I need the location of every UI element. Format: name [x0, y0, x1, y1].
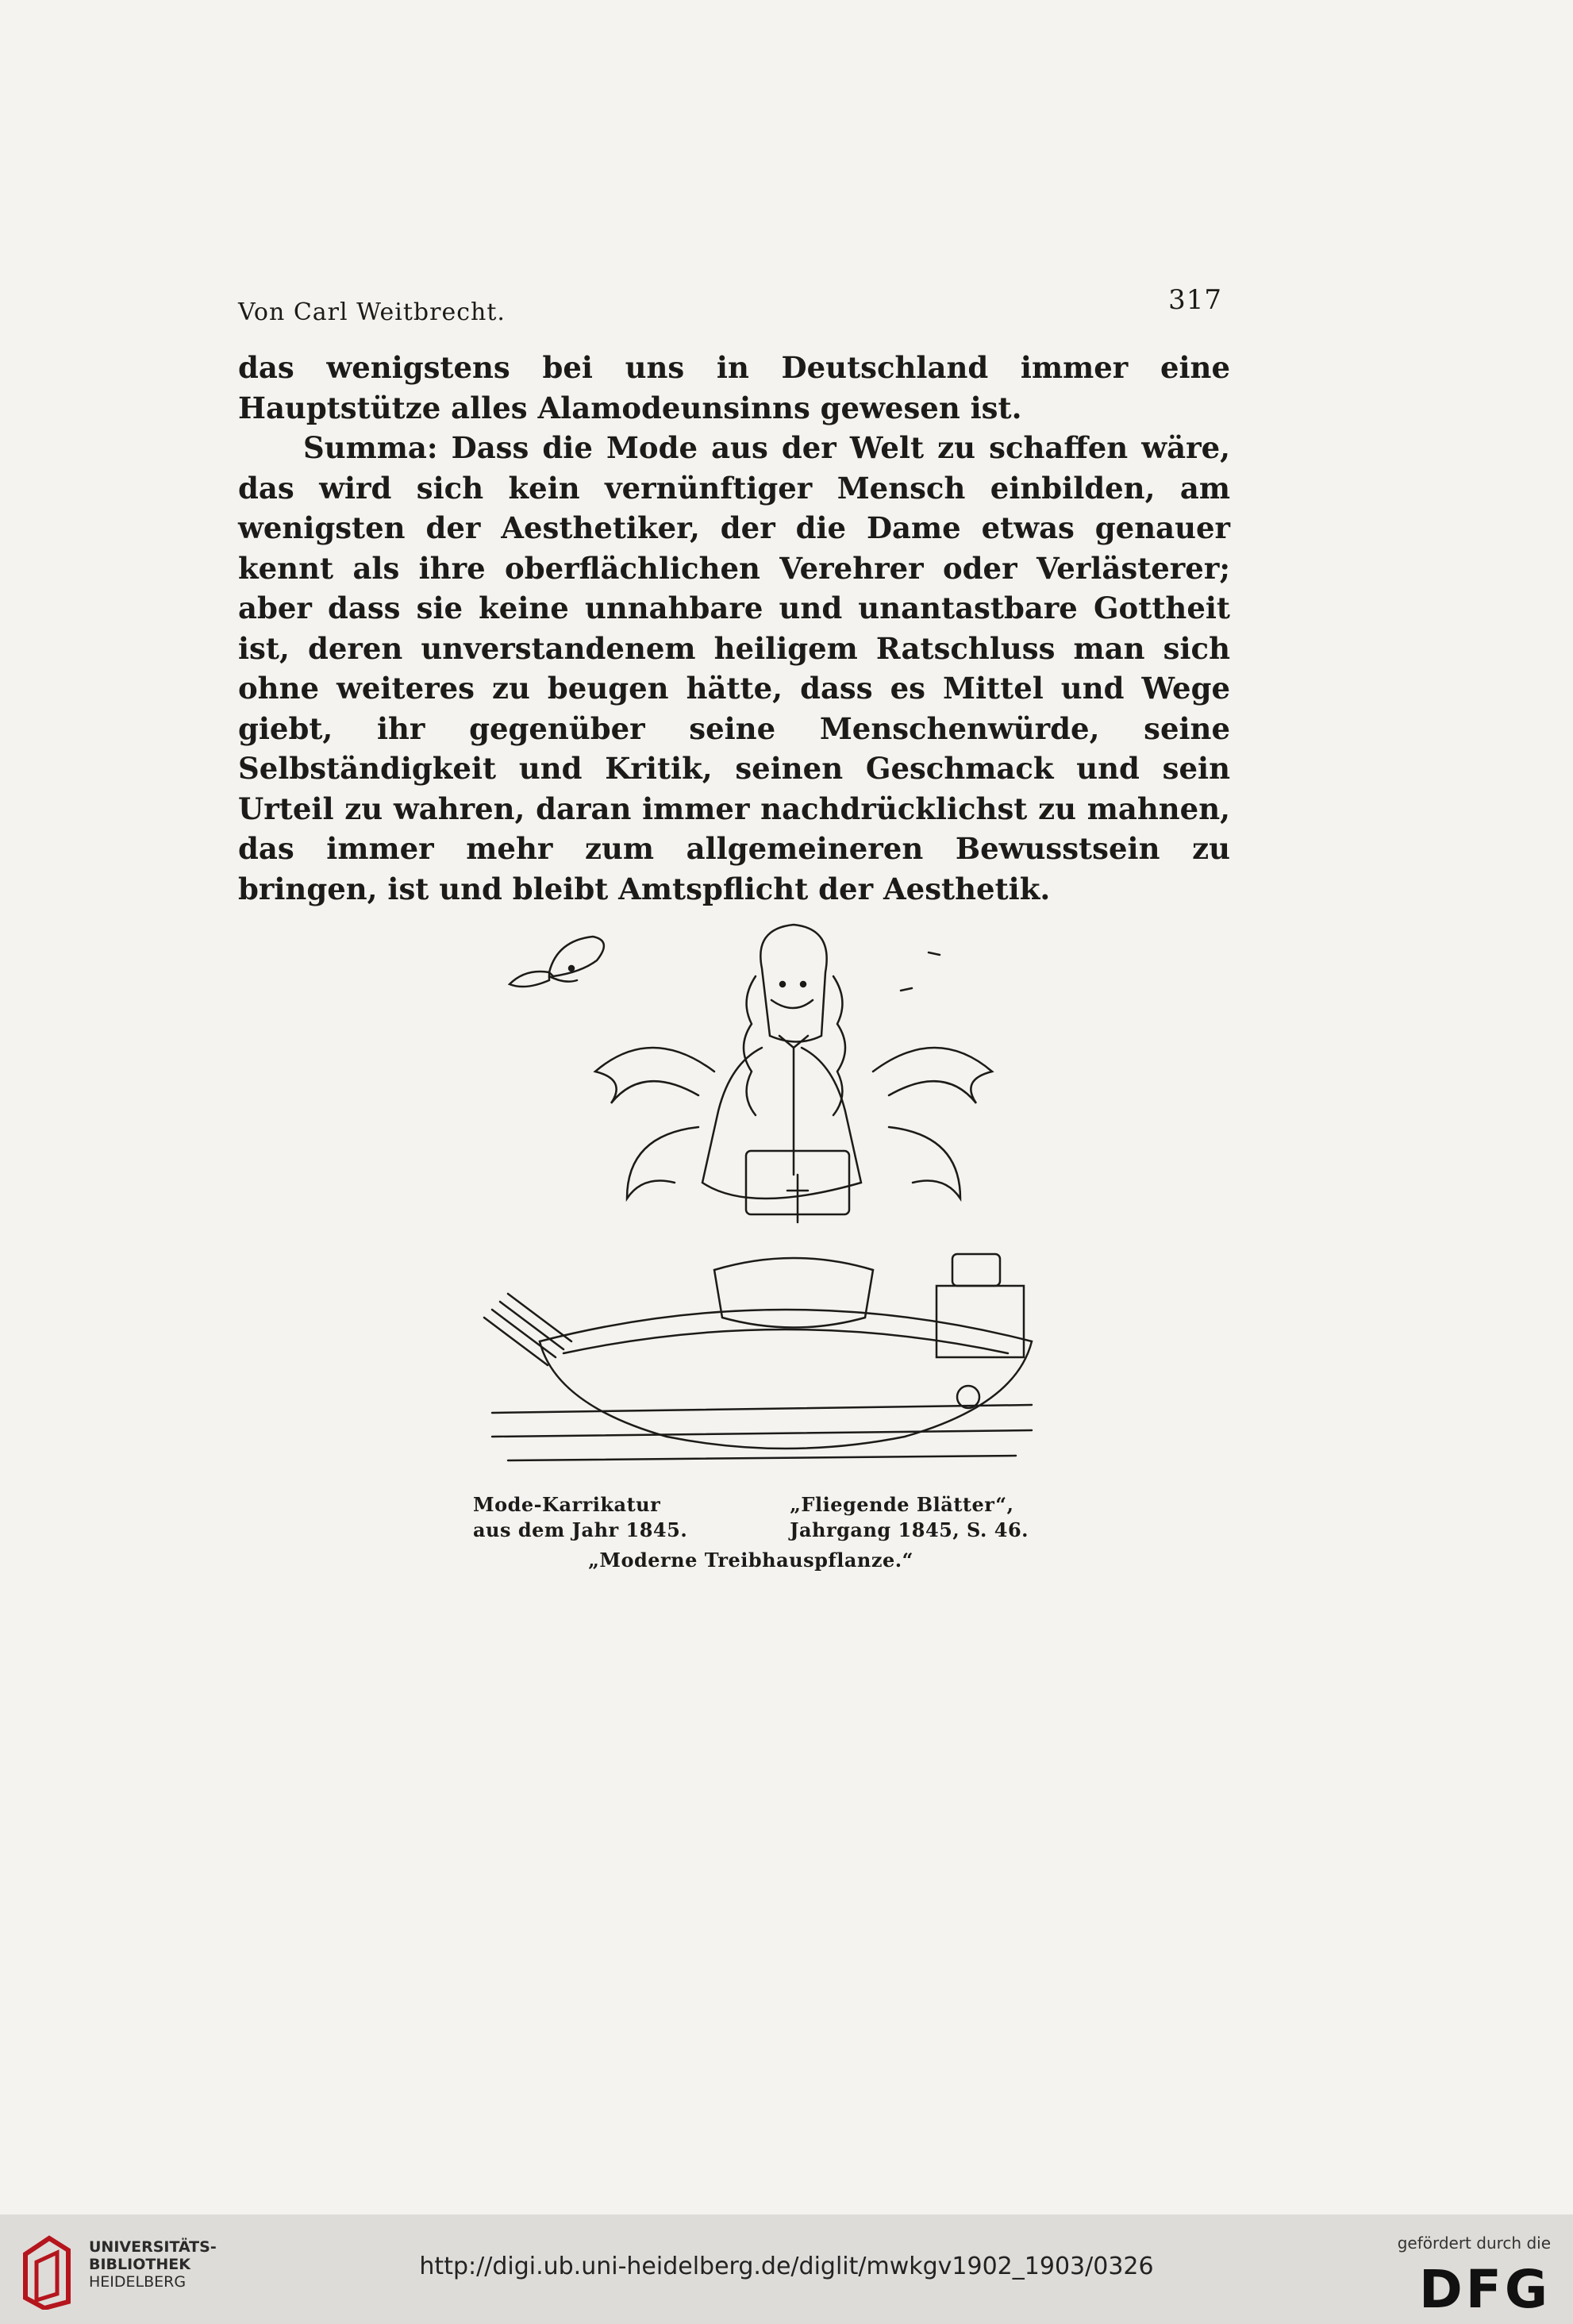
library-name-line2: BIBLIOTHEK [89, 2256, 190, 2273]
running-head-author: Von Carl Weitbrecht. [238, 298, 506, 326]
library-name-line1: UNIVERSITÄTS- [89, 2238, 217, 2256]
body-text [238, 348, 1230, 909]
caption-left-line2: aus dem Jahr 1845. [473, 1518, 688, 1541]
caption-right-line2: Jahrgang 1845, S. 46. [790, 1518, 1029, 1541]
funded-by-label: gefördert durch die [1397, 2234, 1551, 2253]
butterfly-drawing [510, 937, 604, 987]
page-number: 317 [1168, 284, 1222, 316]
figure-title: „Moderne Treibhauspflanze.“ [588, 1549, 913, 1572]
caption-left [473, 1492, 687, 1543]
document-url-link[interactable]: http://digi.ub.uni-heidelberg.de/diglit/mwkgv1902_1903/0326 [419, 2253, 1154, 2280]
paragraph: Summa: Dass die Mode aus der Welt zu schaffen wäre, das wird sich kein vernünftiger Mensch einbilden, am wenigsten der Aesthetiker, der die Dame etwas genauer kennt als ihre oberflächlichen Verehrer oder Verlästerer; aber dass sie keine unnahbare und unantastbare Gottheit ist, deren unverstandenem heiligem Ratschluss man sich ohne weiteres zu beugen hätte, dass es Mittel und Wege giebt, ihr gegenüber seine Menschenwürde, seine Selbständigkeit und Kritik, seinen Geschmack und sein Urteil zu wahren, daran immer nachdrücklichst zu mahnen, das immer mehr zum allgemeineren Bewusstsein zu bringen, ist und bleibt Amtspflicht der Aesthetik. [238, 430, 1230, 906]
caption-right-line1: „Fliegende Blätter“, [790, 1493, 1014, 1516]
caricature-illustration [460, 889, 1056, 1492]
caption-right [790, 1492, 1029, 1543]
dfg-logo: DFG [1418, 2259, 1551, 2320]
library-name-line3: HEIDELBERG [89, 2273, 187, 2291]
paragraph: das wenigstens bei uns in Deutschland immer eine Hauptstütze alles Alamodeunsinns gewesen ist. [238, 350, 1230, 425]
viewer-footer [0, 2214, 1573, 2324]
caption-left-line1: Mode-Karrikatur [473, 1493, 661, 1516]
